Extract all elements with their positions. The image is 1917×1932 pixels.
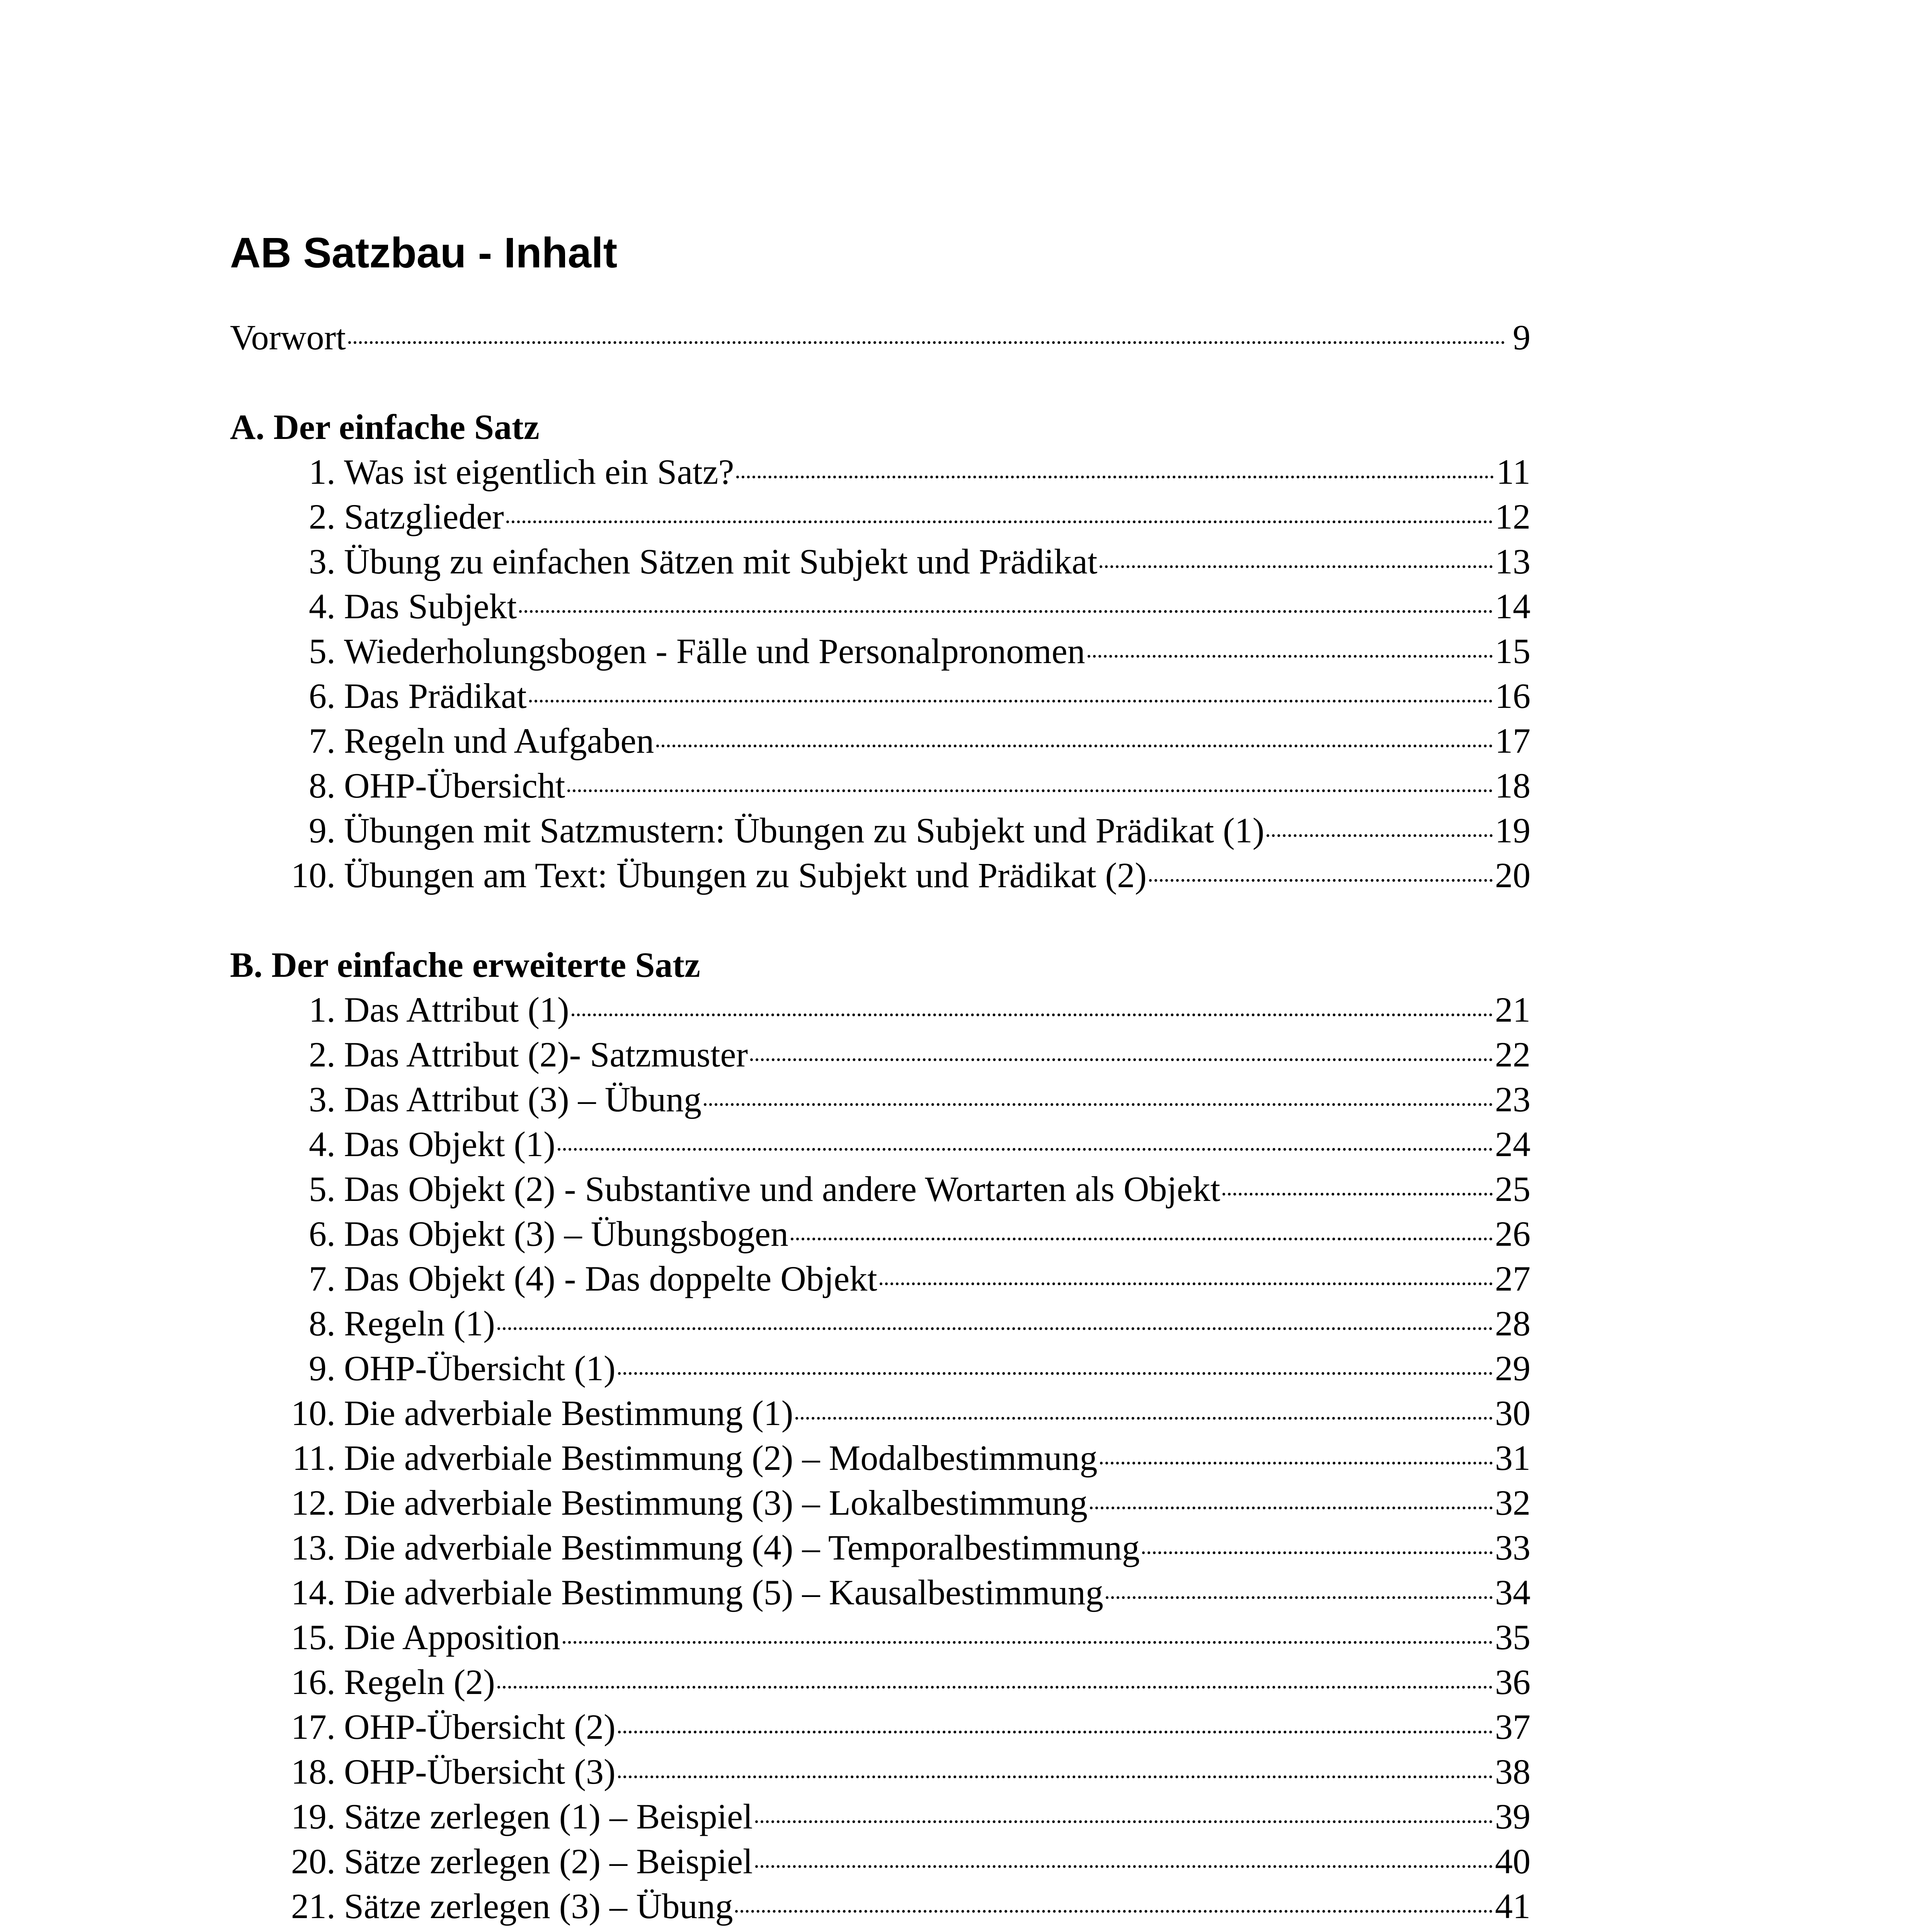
section-heading: A. Der einfache Satz: [230, 407, 540, 447]
toc-entry-page: 32: [1495, 1483, 1531, 1522]
toc-entry-number: 16.: [291, 1662, 335, 1702]
toc-entry-number: 12.: [291, 1483, 335, 1522]
toc-entry-label: Die adverbiale Bestimmung (1): [344, 1393, 793, 1433]
toc-entry-label: Übungen mit Satzmustern: Übungen zu Subjekt und Prädikat (1): [344, 811, 1265, 850]
toc-entry-label: Das Attribut (1): [344, 990, 569, 1029]
toc-entry-label: Vorwort: [230, 318, 346, 357]
page-title: AB Satzbau - Inhalt: [230, 229, 618, 277]
toc-entry: [230, 539, 1531, 584]
toc-entry-number: 1.: [309, 990, 335, 1029]
toc-entry-page: 36: [1495, 1662, 1531, 1702]
toc-entry-number: 10.: [291, 1393, 335, 1433]
toc-entry: [230, 1839, 1531, 1884]
dot-leader: [656, 745, 1493, 747]
toc-entry-label: Übung zu einfachen Sätzen mit Subjekt und Prädikat: [344, 542, 1098, 581]
dot-leader: [563, 1641, 1493, 1644]
dot-leader: [618, 1731, 1493, 1733]
toc-entry: [230, 1884, 1531, 1929]
toc-entry-number: 6.: [309, 676, 335, 716]
toc-entry-label: OHP-Übersicht (1): [344, 1349, 616, 1388]
toc-entry-page: 19: [1495, 811, 1531, 850]
toc-entry-number: 7.: [309, 1259, 335, 1298]
toc-entry-number: 9.: [309, 811, 335, 850]
toc-entry-page: 29: [1495, 1349, 1531, 1388]
dot-leader: [795, 1417, 1493, 1420]
dot-leader: [497, 1327, 1493, 1330]
toc-entry: [230, 494, 1531, 539]
toc-section: [230, 942, 1531, 1929]
toc-entry-number: 20.: [291, 1842, 335, 1881]
toc-entry-number: 6.: [309, 1214, 335, 1253]
toc-entry-number: 9.: [309, 1349, 335, 1388]
toc-entry: [230, 1704, 1531, 1749]
toc-entry-page: 35: [1495, 1617, 1531, 1657]
toc-entry-label: Die adverbiale Bestimmung (3) – Lokalbestimmung: [344, 1483, 1088, 1522]
dot-leader: [558, 1148, 1493, 1151]
toc-entry-page: 40: [1495, 1842, 1531, 1881]
dot-leader: [1100, 565, 1493, 568]
dot-leader: [735, 1910, 1493, 1913]
toc-entry-label: Die adverbiale Bestimmung (4) – Temporalbestimmung: [344, 1528, 1140, 1567]
toc-entry: [230, 1391, 1531, 1435]
toc-entry-label: Das Objekt (3) – Übungsbogen: [344, 1214, 788, 1253]
toc-entry-page: 30: [1495, 1393, 1531, 1433]
toc-entry-page: 14: [1495, 587, 1531, 626]
toc-entry: [230, 673, 1531, 718]
toc-entry-label: Regeln (1): [344, 1304, 495, 1343]
toc-entry-number: 2.: [309, 1035, 335, 1074]
toc-entry-label: Das Attribut (2)- Satzmuster: [344, 1035, 748, 1074]
toc-entry: [230, 1435, 1531, 1480]
toc-entry: [230, 1346, 1531, 1391]
toc-entry: [230, 1480, 1531, 1525]
toc-section: [230, 405, 1531, 898]
toc-entry-label: Regeln (2): [344, 1662, 495, 1702]
dot-leader: [755, 1865, 1493, 1868]
toc-entry-number: 3.: [309, 1080, 335, 1119]
toc-entry-label: Das Attribut (3) – Übung: [344, 1080, 702, 1119]
dot-leader: [1106, 1596, 1493, 1599]
toc-entry-page: 41: [1495, 1886, 1531, 1926]
toc-entry: [230, 763, 1531, 808]
dot-leader: [497, 1686, 1493, 1689]
toc-entry: [230, 853, 1531, 898]
toc-entry-number: 15.: [291, 1617, 335, 1657]
toc-entry-number: 5.: [309, 1169, 335, 1209]
toc-entry: [230, 1167, 1531, 1211]
dot-leader: [755, 1820, 1493, 1823]
toc-entry-number: 11.: [292, 1438, 335, 1478]
toc-entry-page: 39: [1495, 1797, 1531, 1836]
toc-entry-label: Die adverbiale Bestimmung (2) – Modalbestimmung: [344, 1438, 1098, 1478]
toc-entry-page: 37: [1495, 1707, 1531, 1747]
dot-leader: [519, 610, 1493, 613]
toc-entry-page: 28: [1495, 1304, 1531, 1343]
toc-entry: [230, 584, 1531, 629]
toc-entry-number: 14.: [291, 1573, 335, 1612]
toc-entry-label: Satzglieder: [344, 497, 504, 536]
toc-entry-page: 33: [1495, 1528, 1531, 1567]
dot-leader: [348, 341, 1505, 344]
dot-leader: [1222, 1193, 1493, 1196]
toc-entry-label: Sätze zerlegen (2) – Beispiel: [344, 1842, 753, 1881]
toc-entry-number: 7.: [309, 721, 335, 760]
dot-leader: [1100, 1462, 1493, 1464]
toc-entry: [230, 1525, 1531, 1570]
dot-leader: [618, 1372, 1493, 1375]
toc-entry-page: 27: [1495, 1259, 1531, 1298]
toc-entry-number: 17.: [291, 1707, 335, 1747]
toc-entry-number: 3.: [309, 542, 335, 581]
toc-entry: [230, 718, 1531, 763]
toc-entry-number: 8.: [309, 1304, 335, 1343]
document-page: [230, 226, 1531, 1932]
toc-entry: [230, 1615, 1531, 1660]
toc-entry-page: 31: [1495, 1438, 1531, 1478]
dot-leader: [618, 1776, 1493, 1778]
dot-leader: [880, 1282, 1493, 1285]
toc-entry-page: 15: [1495, 631, 1531, 671]
toc-entry-page: 34: [1495, 1573, 1531, 1612]
toc-entry: [230, 1301, 1531, 1346]
toc-entry-number: 4.: [309, 587, 335, 626]
toc-entry-page: 23: [1495, 1080, 1531, 1119]
toc-entry-page: 9: [1513, 318, 1531, 357]
toc-entry: [230, 1032, 1531, 1077]
toc-entry-page: 12: [1495, 497, 1531, 536]
dot-leader: [529, 700, 1493, 702]
toc-entry: [230, 1122, 1531, 1167]
toc-entry-label: OHP-Übersicht (3): [344, 1752, 616, 1791]
toc-entry: [230, 1211, 1531, 1256]
dot-leader: [791, 1238, 1493, 1240]
dot-leader: [1090, 1507, 1493, 1509]
toc-entry: [230, 1794, 1531, 1839]
section-heading: B. Der einfache erweiterte Satz: [230, 945, 700, 985]
dot-leader: [750, 1058, 1493, 1061]
toc-entry-number: 21.: [291, 1886, 335, 1926]
toc-entry-label: Das Prädikat: [344, 676, 527, 716]
toc-entry-page: 18: [1495, 766, 1531, 805]
toc-sections: [230, 405, 1531, 1932]
toc-entry: [230, 1749, 1531, 1794]
toc-entry-page: 24: [1495, 1124, 1531, 1164]
toc-entry-page: 22: [1495, 1035, 1531, 1074]
toc-entry-label: OHP-Übersicht: [344, 766, 565, 805]
toc-entry-label: Das Objekt (4) - Das doppelte Objekt: [344, 1259, 877, 1298]
dot-leader: [1142, 1551, 1493, 1554]
toc-entry-label: Regeln und Aufgaben: [344, 721, 654, 760]
toc-entry-page: 25: [1495, 1169, 1531, 1209]
toc-entry-page: 20: [1495, 855, 1531, 895]
toc-entry-page: 11: [1496, 452, 1531, 492]
toc-entry-page: 16: [1495, 676, 1531, 716]
toc-entry: [230, 449, 1531, 494]
dot-leader: [572, 1014, 1493, 1016]
dot-leader: [1149, 879, 1493, 882]
toc-entry: [230, 1660, 1531, 1704]
toc-entry-page: 17: [1495, 721, 1531, 760]
toc-entry-label: Sätze zerlegen (1) – Beispiel: [344, 1797, 753, 1836]
toc-entry: [230, 629, 1531, 673]
toc-entry-label: Das Objekt (2) - Substantive und andere Wortarten als Objekt: [344, 1169, 1221, 1209]
toc-entry: [230, 1570, 1531, 1615]
toc-entry-page: 26: [1495, 1214, 1531, 1253]
toc-entry-label: Sätze zerlegen (3) – Übung: [344, 1886, 733, 1926]
dot-leader: [1088, 655, 1493, 658]
toc-entry-label: Übungen am Text: Übungen zu Subjekt und Prädikat (2): [344, 855, 1147, 895]
toc-entry: [230, 808, 1531, 853]
dot-leader: [1267, 834, 1493, 837]
toc-entry: [230, 987, 1531, 1032]
toc-entry-number: 13.: [291, 1528, 335, 1567]
toc-entry-vorwort: [230, 315, 1531, 360]
toc-entry-page: 21: [1495, 990, 1531, 1029]
toc-entry-number: 2.: [309, 497, 335, 536]
toc-entry-number: 1.: [309, 452, 335, 492]
toc-entry-number: 8.: [309, 766, 335, 805]
dot-leader: [704, 1103, 1493, 1106]
toc-entry-number: 4.: [309, 1124, 335, 1164]
toc-entry-number: 19.: [291, 1797, 335, 1836]
toc-entry-page: 38: [1495, 1752, 1531, 1791]
toc-entry-label: Wiederholungsbogen - Fälle und Personalpronomen: [344, 631, 1085, 671]
toc-entry-label: Die Apposition: [344, 1617, 560, 1657]
toc-entry-label: OHP-Übersicht (2): [344, 1707, 616, 1747]
toc-entry: [230, 1256, 1531, 1301]
toc-entry-number: 5.: [309, 631, 335, 671]
dot-leader: [567, 789, 1493, 792]
toc-entry-page: 13: [1495, 542, 1531, 581]
toc-entry-label: Das Objekt (1): [344, 1124, 555, 1164]
toc-entry-label: Die adverbiale Bestimmung (5) – Kausalbestimmung: [344, 1573, 1103, 1612]
dot-leader: [506, 520, 1493, 523]
toc-entry: [230, 1077, 1531, 1122]
toc-entry-label: Was ist eigentlich ein Satz?: [344, 452, 734, 492]
dot-leader: [736, 476, 1494, 478]
toc-entry-number: 18.: [291, 1752, 335, 1791]
toc-entry-label: Das Subjekt: [344, 587, 517, 626]
toc-entry-number: 10.: [291, 855, 335, 895]
